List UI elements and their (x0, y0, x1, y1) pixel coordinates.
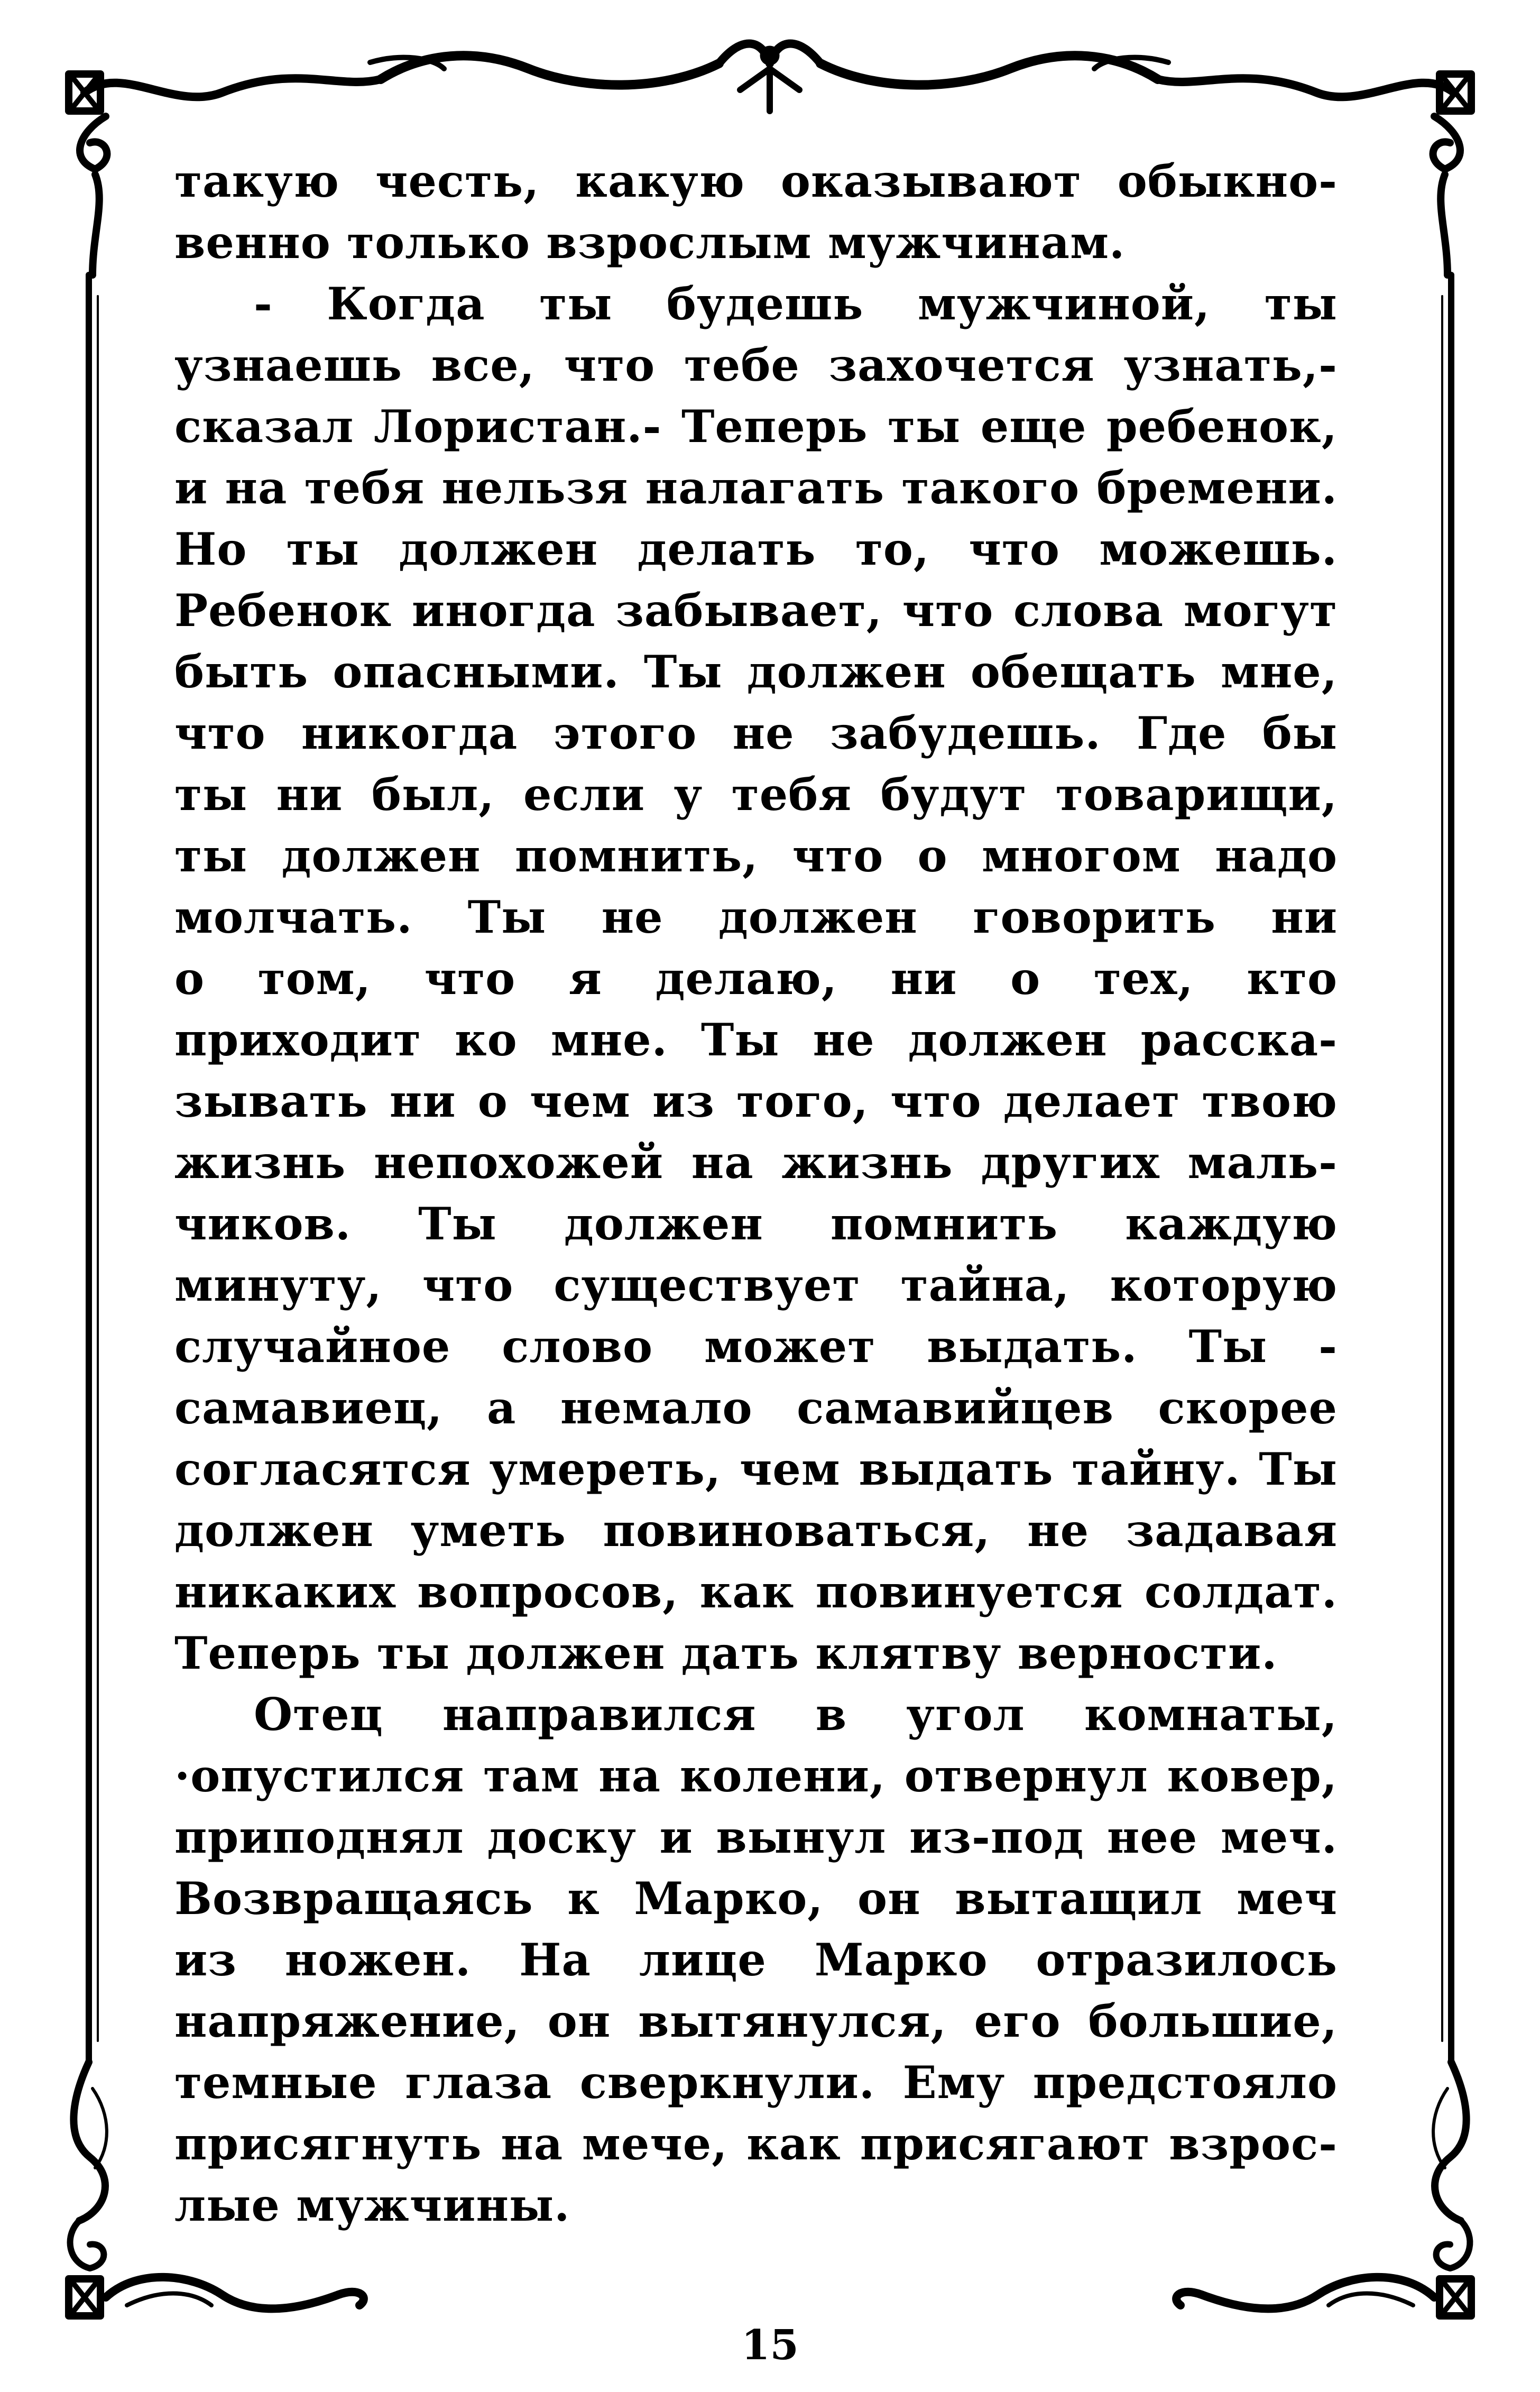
text-line: венно только взрослым мужчинам. (174, 216, 1126, 269)
text-line: жизнь непохожей на жизнь других маль- (174, 1136, 1338, 1189)
text-line: должен уметь повиноваться, не задавая (174, 1504, 1338, 1557)
text-line: Теперь ты должен дать клятву верности. (174, 1627, 1278, 1679)
body-text (174, 151, 1338, 2236)
text-line: такую честь, какую оказывают обыкно- (174, 155, 1338, 207)
text-line: что никогда этого не забудешь. Где бы (174, 707, 1338, 759)
text-line: случайное слово может выдать. Ты - (174, 1320, 1338, 1373)
text-line: приподнял доску и вынул из-под нее меч. (174, 1811, 1338, 1863)
text-line: зывать ни о чем из того, что делает твою (174, 1075, 1338, 1127)
text-line: самавиец, а немало самавийцев скорее (174, 1382, 1338, 1434)
page-number: 15 (741, 2321, 799, 2369)
text-line: лые мужчины. (174, 2179, 570, 2231)
text-line: Ребенок иногда забывает, что слова могут (174, 584, 1338, 637)
text-line: Но ты должен делать то, что можешь. (174, 523, 1338, 575)
text-line: молчать. Ты не должен говорить ни (174, 891, 1338, 943)
text-line: темные глаза сверкнули. Ему предстояло (174, 2056, 1338, 2109)
text-line: приходит ко мне. Ты не должен расска- (174, 1014, 1338, 1066)
text-line: ·опустился там на колени, отвернул ковер, (174, 1750, 1338, 1802)
text-line: узнаешь все, что тебе захочется узнать,- (174, 339, 1338, 391)
text-line: чиков. Ты должен помнить каждую (174, 1198, 1338, 1250)
text-line: и на тебя нельзя налагать такого бремени. (174, 462, 1338, 514)
text-line: - Когда ты будешь мужчиной, ты (254, 278, 1338, 330)
text-line: из ножен. На лице Марко отразилось (174, 1934, 1338, 1986)
text-line: Отец направился в угол комнаты, (254, 1688, 1338, 1741)
text-line: минуту, что существует тайна, которую (174, 1259, 1338, 1311)
text-line: ты ни был, если у тебя будут товарищи, (174, 768, 1338, 821)
text-line: быть опасными. Ты должен обещать мне, (174, 646, 1338, 698)
text-line: ты должен помнить, что о многом надо (174, 830, 1338, 882)
text-line: о том, что я делаю, ни о тех, кто (174, 952, 1338, 1005)
text-line: никаких вопросов, как повинуется солдат. (174, 1566, 1338, 1618)
text-line: Возвращаясь к Марко, он вытащил меч (174, 1872, 1338, 1925)
text-line: присягнуть на мече, как присягают взрос- (174, 2118, 1338, 2170)
text-line: сказал Лористан.- Теперь ты еще ребенок, (174, 400, 1338, 453)
text-line: согласятся умереть, чем выдать тайну. Ты (174, 1443, 1338, 1495)
text-line: напряжение, он вытянулся, его большие, (174, 1995, 1338, 2047)
